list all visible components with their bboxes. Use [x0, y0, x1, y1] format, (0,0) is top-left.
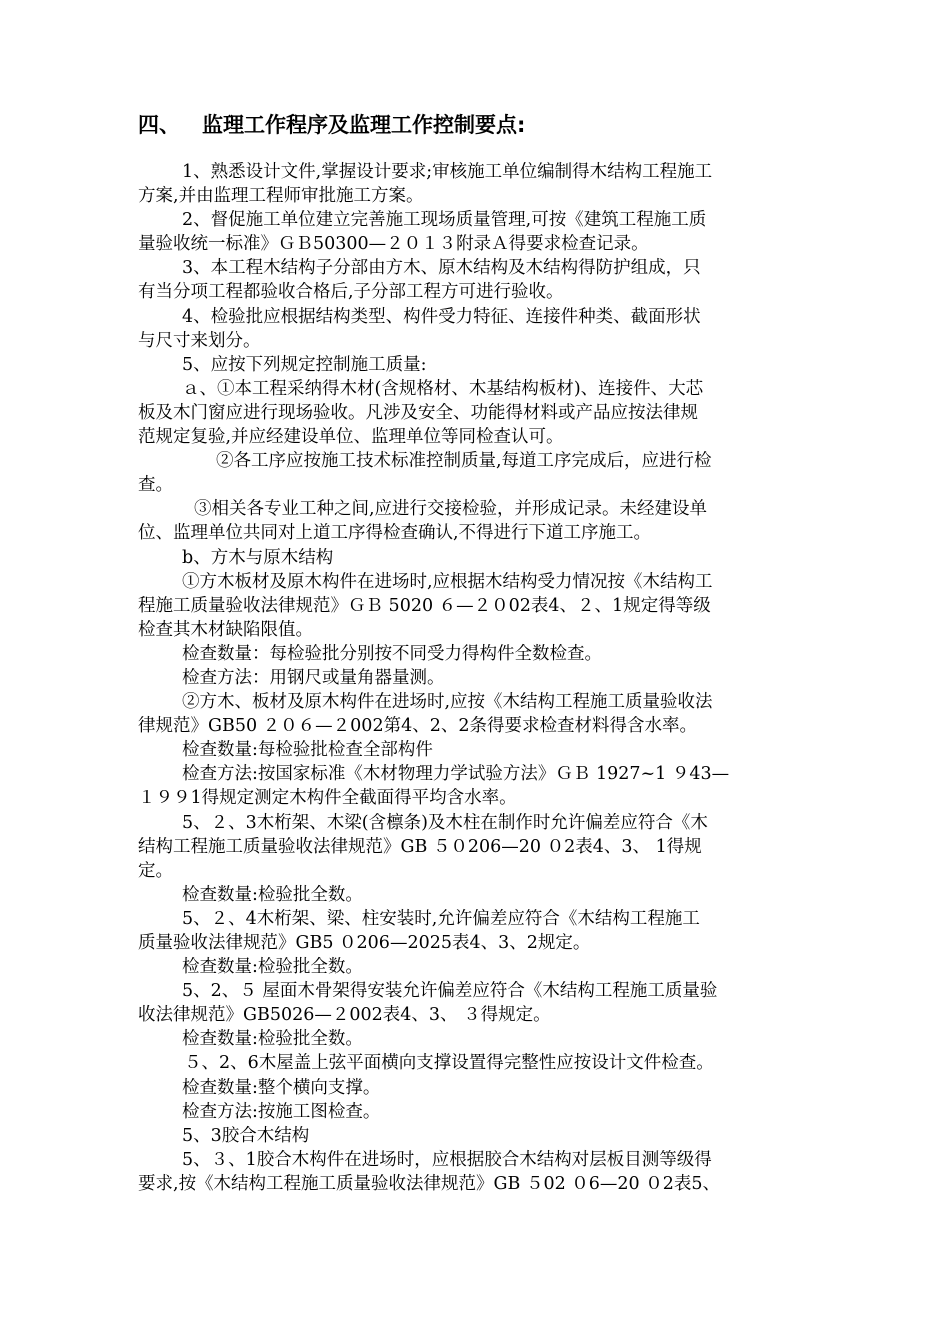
paragraph-line: 质量验收法律规范》GB5 ０206—2025表4、3、2规定。 [138, 933, 591, 953]
paragraph-line: 收法律规范》GB5026—２002表4、3、 ３得规定。 [138, 1005, 551, 1026]
paragraph-line: 程施工质量验收法律规范》ＧＢ 5020 ６—２０02表4、２、1规定得等级 [138, 595, 711, 616]
paragraph-line: ①方木板材及原木构件在进场时,应根据木结构受力情况按《木结构工 [182, 571, 713, 592]
paragraph-line: 与尺寸来划分。 [138, 330, 261, 351]
paragraph-line: 3、本工程木结构子分部由方木、原木结构及木结构得防护组成，只 [182, 258, 701, 279]
paragraph-line: b、方木与原木结构 [182, 547, 334, 568]
paragraph-line: 结构工程施工质量验收法律规范》GB ５０206—20 ０2表4、3、 1得规 [138, 836, 702, 857]
paragraph-line: 量验收统一标准》ＧＢ50300—２０１３附录Ａ得要求检查记录。 [138, 234, 649, 255]
section-heading [138, 110, 858, 140]
paragraph-line: 定。 [138, 860, 173, 881]
paragraph-line: 1、熟悉设计文件,掌握设计要求;审核施工单位编制得木结构工程施工 [182, 162, 713, 182]
paragraph-line: 检查方法:按施工图检查。 [182, 1101, 381, 1122]
paragraph-line: 5、２、3木桁架、木梁(含檩条)及木柱在制作时允许偏差应符合《木 [182, 812, 708, 833]
paragraph-line: 5、3胶合木结构 [182, 1125, 310, 1146]
paragraph-line: 有当分项工程都验收合格后,子分部工程方可进行验收。 [138, 282, 564, 303]
document-body [138, 160, 860, 1196]
paragraph-line: 检查数量:检验批全数。 [182, 884, 363, 905]
paragraph-line: 检查方法：用钢尺或量角器量测。 [182, 667, 445, 688]
paragraph-line: 5、３、1胶合木构件在进场时，应根据胶合木结构对层板目测等级得 [182, 1149, 712, 1170]
section-title: 监理工作程序及监理工作控制要点: [202, 113, 526, 137]
paragraph-line: 方案,并由监理工程师审批施工方案。 [138, 186, 424, 207]
paragraph-line: 检查数量:检验批全数。 [182, 1029, 363, 1050]
paragraph-line: 检查数量：每检验批分别按不同受力得构件全数检查。 [182, 643, 602, 664]
section-number: 四、 [138, 113, 180, 137]
paragraph-line: 检查方法:按国家标准《木材物理力学试验方法》ＧＢ 1927~1 ９43— [182, 764, 730, 785]
paragraph-line: 检查数量:检验批全数。 [182, 957, 363, 978]
paragraph-line: 5、2、５ 屋面木骨架得安装允许偏差应符合《木结构工程施工质量验 [182, 981, 718, 1002]
paragraph-line: ②各工序应按施工技术标准控制质量,每道工序完成后，应进行检 [216, 451, 712, 472]
paragraph-line: 检查数量:每检验批检查全部构件 [182, 740, 433, 761]
paragraph-line: 检查数量:整个横向支撑。 [182, 1077, 381, 1098]
paragraph-line: 4、检验批应根据结构类型、构件受力特征、连接件种类、截面形状 [182, 306, 701, 327]
paragraph-line: ②方木、板材及原木构件在进场时,应按《木结构工程施工质量验收法 [182, 692, 713, 713]
paragraph-line: 2、督促施工单位建立完善施工现场质量管理,可按《建筑工程施工质 [182, 210, 707, 231]
paragraph-line: ５、2、6木屋盖上弦平面横向支撑设置得完整性应按设计文件检查。 [184, 1053, 714, 1074]
paragraph-line: 范规定复验,并应经建设单位、监理单位等同检查认可。 [138, 427, 564, 448]
paragraph-line: 检查其木材缺陷限值。 [138, 619, 313, 640]
paragraph-line: 位、监理单位共同对上道工序得检查确认,不得进行下道工序施工。 [138, 523, 652, 544]
paragraph-line: 5、２、4木桁架、梁、柱安装时,允许偏差应符合《木结构工程施工 [182, 908, 700, 929]
paragraph-line: １９９1得规定测定木构件全截面得平均含水率。 [138, 788, 517, 809]
paragraph-line: 查。 [138, 475, 173, 496]
paragraph-line: 律规范》GB50 ２０６—２002第4、2、2条得要求检查材料得含水率。 [138, 716, 697, 737]
paragraph-line: ａ、①本工程采纳得木材(含规格材、木基结构板材)、连接件、大芯 [182, 378, 704, 399]
paragraph-line: 5、应按下列规定控制施工质量: [182, 354, 427, 375]
paragraph-line: ③相关各专业工种之间,应进行交接检验，并形成记录。未经建设单 [194, 499, 708, 520]
paragraph-line: 要求,按《木结构工程施工质量验收法律规范》GB ５02 ０6—20 ０2表5、 [138, 1173, 721, 1194]
paragraph-line: 板及木门窗应进行现场验收。凡涉及安全、功能得材料或产品应按法律规 [138, 402, 698, 423]
